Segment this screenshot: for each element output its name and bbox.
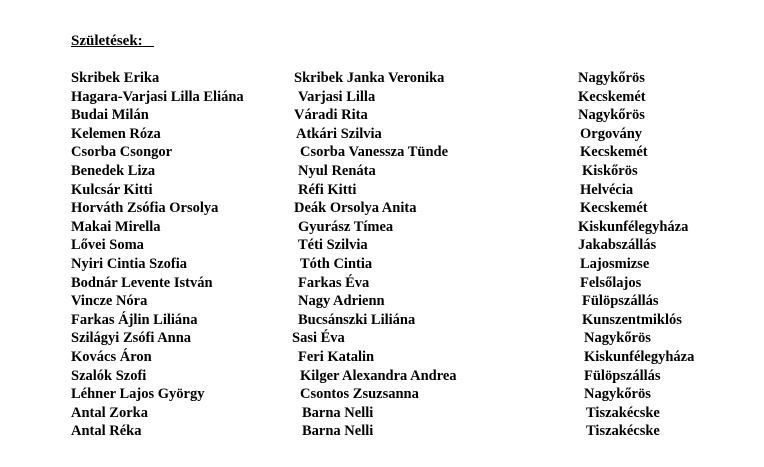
mother-name: Réfi Kitti [298, 181, 357, 198]
child-name: Bodnár Levente István [71, 274, 213, 291]
list-item [0, 404, 764, 423]
child-name: Antal Zorka [71, 404, 148, 421]
mother-name: Deák Orsolya Anita [294, 200, 417, 217]
mother-name: Varjasi Lilla [298, 88, 376, 105]
list-item [0, 236, 764, 255]
list-item [0, 88, 764, 107]
town-name: Kecskemét [580, 200, 648, 217]
mother-name: Sasi Éva [292, 330, 345, 347]
list-item [0, 106, 764, 125]
mother-name: Váradi Rita [294, 107, 368, 124]
mother-name: Skribek Janka Veronika [294, 70, 445, 86]
births-list [0, 69, 764, 441]
list-item [0, 292, 764, 311]
mother-name: Bucsánszki Liliána [298, 311, 416, 328]
town-name: Kunszentmiklós [582, 311, 682, 328]
town-name: Fülöpszállás [582, 293, 659, 310]
list-item [0, 311, 764, 330]
list-item [0, 69, 764, 88]
mother-name: Csontos Zsuzsanna [300, 386, 419, 403]
child-name: Nyiri Cintia Szofia [71, 255, 187, 272]
town-name: Kiskőrös [582, 162, 638, 179]
section-heading-underline-tail [143, 33, 154, 49]
child-name: Szilágyi Zsófi Anna [71, 330, 192, 347]
list-item [0, 385, 764, 404]
town-name: Fülöpszállás [584, 367, 661, 384]
town-name: Jakabszállás [578, 237, 657, 254]
mother-name: Csorba Vanessza Tünde [300, 144, 449, 161]
list-item [0, 181, 764, 200]
list-item [0, 218, 764, 237]
child-name: Kovács Áron [71, 348, 152, 365]
child-name: Hagara-Varjasi Lilla Eliána [71, 88, 244, 105]
town-name: Nagykőrös [584, 386, 651, 403]
list-item [0, 274, 764, 293]
mother-name: Barna Nelli [302, 404, 374, 421]
mother-name: Barna Nelli [302, 423, 374, 440]
town-name: Kecskemét [578, 88, 646, 105]
list-item [0, 199, 764, 218]
child-name: Vincze Nóra [71, 293, 148, 310]
town-name: Lajosmizse [580, 255, 650, 272]
child-name: Kulcsár Kitti [71, 181, 153, 198]
town-name: Helvécia [580, 181, 634, 198]
mother-name: Tóth Cintia [300, 255, 373, 272]
town-name: Tiszakécske [586, 404, 660, 421]
mother-name: Farkas Éva [298, 274, 370, 291]
town-name: Felsőlajos [580, 274, 642, 291]
list-item [0, 162, 764, 181]
child-name: Benedek Liza [71, 162, 156, 179]
list-item [0, 143, 764, 162]
child-name: Makai Mirella [71, 218, 161, 235]
child-name: Csorba Csongor [71, 144, 173, 161]
list-item [0, 125, 764, 144]
list-item [0, 348, 764, 367]
town-name: Kiskunfélegyháza [578, 218, 689, 235]
child-name: Léhner Lajos György [71, 386, 205, 403]
town-name: Kiskunfélegyháza [584, 348, 695, 365]
section-heading [71, 32, 154, 50]
town-name: Orgovány [580, 125, 643, 142]
town-name: Kecskemét [580, 144, 648, 161]
section-heading-text: Születések: [71, 33, 143, 49]
mother-name: Feri Katalin [298, 348, 375, 365]
town-name: Tiszakécske [586, 423, 660, 440]
child-name: Antal Réka [71, 423, 142, 440]
mother-name: Gyurász Tímea [298, 218, 394, 235]
list-item [0, 422, 764, 441]
child-name: Horváth Zsófia Orsolya [71, 200, 219, 217]
town-name: Nagykőrös [578, 107, 645, 124]
child-name: Szalók Szofi [71, 367, 147, 384]
child-name: Budai Milán [71, 107, 149, 124]
list-item [0, 367, 764, 386]
town-name: Nagykőrös [578, 70, 645, 86]
child-name: Kelemen Róza [71, 125, 161, 142]
mother-name: Atkári Szilvia [296, 125, 382, 142]
child-name: Lővei Soma [71, 237, 144, 254]
child-name: Farkas Ájlin Liliána [71, 311, 198, 328]
mother-name: Nyul Renáta [298, 162, 376, 179]
mother-name: Téti Szilvia [298, 237, 368, 254]
child-name: Skribek Erika [71, 70, 160, 86]
list-item [0, 255, 764, 274]
list-item [0, 329, 764, 348]
mother-name: Nagy Adrienn [298, 293, 385, 310]
town-name: Nagykőrös [584, 330, 651, 347]
mother-name: Kilger Alexandra Andrea [300, 367, 457, 384]
